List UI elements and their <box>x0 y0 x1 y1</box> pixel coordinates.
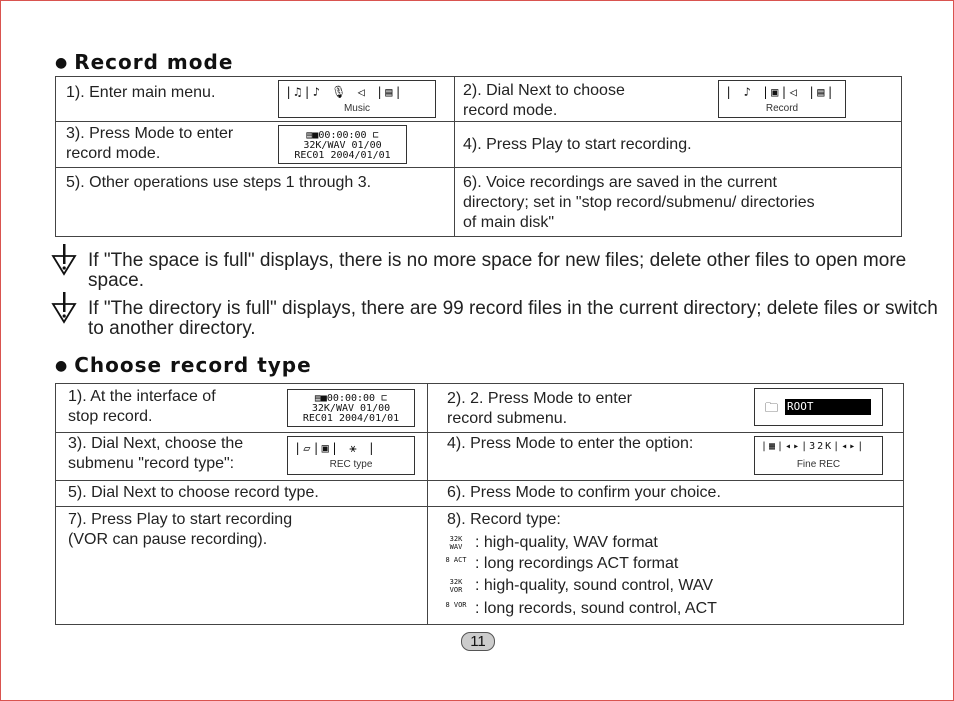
heading-text: Record mode <box>74 50 234 74</box>
page-number: 11 <box>461 632 495 651</box>
step-text: 4). Press Mode to enter the option: <box>447 435 694 452</box>
warning-icon <box>51 244 77 276</box>
step-text: 8). Record type: <box>447 511 561 528</box>
step-text: 3). Dial Next, choose the submenu "record type": <box>68 435 244 472</box>
lcd-caption: REC type <box>329 459 373 470</box>
table-divider <box>56 167 901 168</box>
step-text: 4). Press Play to start recording. <box>463 136 692 153</box>
lcd-icons: | ♪ |▣|◁ |▤| <box>725 85 836 99</box>
step-text: 1). At the interface of stop record. <box>68 388 216 425</box>
vor-act-icon: 8 VOR <box>445 600 467 609</box>
record-type-item <box>445 599 717 619</box>
lcd-root-label: ROOT <box>785 399 871 415</box>
lcd-icons: |♫|♪ 🎙 ◁ |▤| <box>285 85 404 99</box>
lcd-icons: |▱|▣| ⚹ | <box>294 441 377 455</box>
record-type-text: : high-quality, WAV format <box>475 534 658 551</box>
lcd-icons: |▦|◂▸|32K|◂▸| <box>761 441 866 452</box>
record-type-item <box>445 576 713 596</box>
step-text: 1). Enter main menu. <box>66 84 216 101</box>
lcd-screen <box>287 389 415 427</box>
folder-icon: 🗀 <box>765 401 779 416</box>
lcd-line: ▤■00:00:00 ⊏ <box>306 130 379 141</box>
table-divider <box>56 121 901 122</box>
lcd-line: REC01 2004/01/01 <box>302 413 400 424</box>
step-text: 5). Other operations use steps 1 through 3. <box>66 174 372 191</box>
record-type-text: : long recordings ACT format <box>475 555 679 572</box>
lcd-screen <box>278 125 407 164</box>
record-type-text: : high-quality, sound control, WAV <box>475 577 714 594</box>
warning-text: If "The space is full" displays, there is no more space for new files; delete other files to open more space. <box>88 250 907 291</box>
record-type-item <box>445 554 678 574</box>
table-divider <box>427 384 428 624</box>
table-divider <box>56 480 903 481</box>
lcd-caption: Music <box>343 103 371 114</box>
step-text: 2). 2. Press Mode to enter record submenu. <box>447 390 632 427</box>
lcd-line: 32K/WAV 01/00 <box>311 403 391 414</box>
act-format-icon: 8 ACT <box>445 555 467 564</box>
lcd-screen <box>718 80 846 118</box>
lcd-caption: Fine REC <box>796 459 841 470</box>
bullet-icon: ● <box>55 55 69 71</box>
record-mode-table <box>55 76 902 237</box>
lcd-screen <box>754 436 883 475</box>
table-divider <box>454 77 455 236</box>
record-type-table <box>55 383 904 625</box>
table-divider <box>56 432 903 433</box>
record-type-item <box>445 533 658 553</box>
wav-format-icon: 32K WAV <box>449 534 463 551</box>
step-text: 3). Press Mode to enter record mode. <box>66 125 234 162</box>
warning-text: If "The directory is full" displays, there are 99 record files in the current directory; delete files or switch to another directory. <box>88 298 938 339</box>
step-text: 2). Dial Next to choose record mode. <box>463 82 625 119</box>
lcd-line: REC01 2004/01/01 <box>294 150 391 161</box>
step-text: 6). Voice recordings are saved in the current directory; set in "stop record/submenu/ directories of main disk" <box>463 174 815 231</box>
step-text: 5). Dial Next to choose record type. <box>68 484 319 501</box>
lcd-caption: Record <box>765 103 799 114</box>
step-text: 6). Press Mode to confirm your choice. <box>447 484 721 501</box>
warning-icon <box>51 292 77 324</box>
table-divider <box>56 506 903 507</box>
lcd-screen <box>754 388 883 426</box>
lcd-line: 32K/WAV 01/00 <box>303 140 382 151</box>
section-heading-record-mode <box>55 50 233 74</box>
section-heading-choose-record-type <box>55 353 312 377</box>
heading-text: Choose record type <box>74 353 312 377</box>
lcd-line: ▤■00:00:00 ⊏ <box>314 393 388 404</box>
step-text: 7). Press Play to start recording (VOR can pause recording). <box>68 511 293 548</box>
lcd-screen <box>278 80 436 118</box>
bullet-icon: ● <box>55 358 69 374</box>
record-type-text: : long records, sound control, ACT <box>475 600 717 617</box>
lcd-screen <box>287 436 415 475</box>
vor-wav-icon: 32K VOR <box>449 577 463 594</box>
